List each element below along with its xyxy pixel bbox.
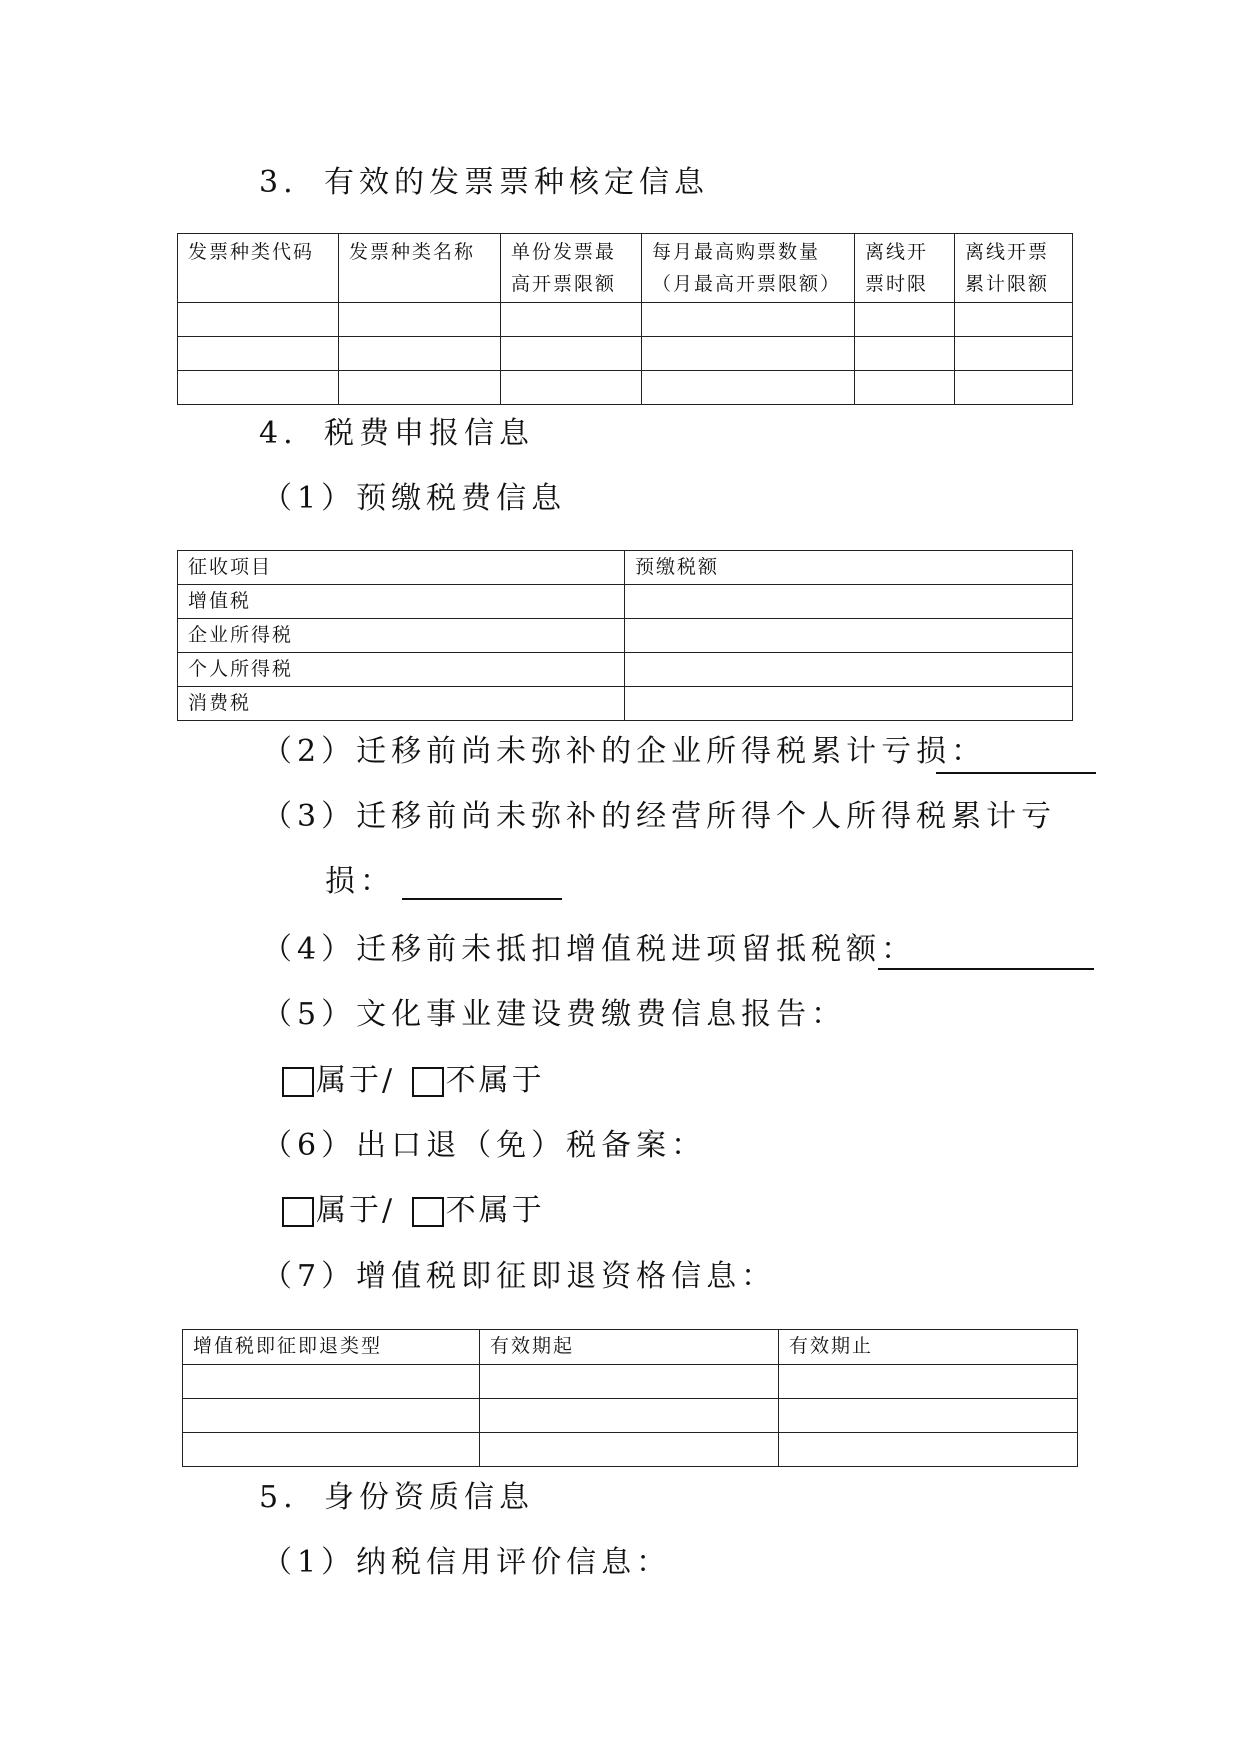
table-cell[interactable] <box>955 371 1073 405</box>
table-row <box>178 619 1073 653</box>
table-cell[interactable] <box>779 1399 1078 1433</box>
option-no-label: 不属于 <box>445 1193 545 1228</box>
header-cell: 离线开票累计限额 <box>955 234 1073 303</box>
table-row <box>183 1365 1078 1399</box>
table-cell[interactable] <box>855 303 955 337</box>
table-cell[interactable] <box>955 303 1073 337</box>
header-cell: 征收项目 <box>178 551 625 585</box>
table-row <box>183 1433 1078 1467</box>
table-row <box>178 303 1073 337</box>
table-cell[interactable] <box>779 1365 1078 1399</box>
vat-credit-label: （4）迁移前未抵扣增值税进项留抵税额： <box>262 932 917 967</box>
prepay-heading: （1）预缴税费信息 <box>262 481 567 516</box>
table-cell[interactable] <box>339 371 501 405</box>
option-yes-label: 属于/ <box>316 1193 396 1228</box>
culture-fee-yes-checkbox[interactable] <box>282 1067 314 1097</box>
header-cell: 预缴税额 <box>625 551 1073 585</box>
table-cell[interactable] <box>183 1399 480 1433</box>
export-refund-yes-checkbox[interactable] <box>282 1197 314 1227</box>
header-cell: 有效期止 <box>779 1330 1078 1365</box>
table-cell[interactable] <box>855 337 955 371</box>
personal-loss-label: （3）迁移前尚未弥补的经营所得个人所得税累计亏 <box>262 799 1057 834</box>
tax-amount-cell[interactable] <box>625 585 1073 619</box>
table-cell[interactable] <box>183 1433 480 1467</box>
header-cell: 离线开票时限 <box>855 234 955 303</box>
culture-fee-options <box>282 1063 545 1098</box>
section-3-title: 有效的发票票种核定信息 <box>324 165 709 200</box>
option-no-label: 不属于 <box>445 1063 545 1098</box>
table-row <box>178 371 1073 405</box>
vat-refund-label: （7）增值税即征即退资格信息： <box>262 1259 777 1294</box>
section-4-number: 4. <box>259 416 298 451</box>
table-row <box>183 1399 1078 1433</box>
export-refund-label: （6）出口退（免）税备案： <box>262 1128 707 1163</box>
corp-loss-blank[interactable] <box>936 772 1096 774</box>
table-cell[interactable] <box>339 303 501 337</box>
table-cell[interactable] <box>779 1433 1078 1467</box>
tax-amount-cell[interactable] <box>625 619 1073 653</box>
table-cell[interactable] <box>480 1365 779 1399</box>
section-5-title: 身份资质信息 <box>324 1480 534 1515</box>
table-cell[interactable] <box>642 337 855 371</box>
header-cell: 有效期起 <box>480 1330 779 1365</box>
table-cell[interactable] <box>178 337 339 371</box>
header-cell: 发票种类名称 <box>339 234 501 303</box>
section-5-number: 5. <box>259 1480 298 1515</box>
table-cell[interactable] <box>480 1399 779 1433</box>
culture-fee-no-checkbox[interactable] <box>412 1067 444 1097</box>
option-yes-label: 属于/ <box>316 1063 396 1098</box>
table-cell[interactable] <box>501 337 642 371</box>
personal-loss-blank[interactable] <box>402 898 562 900</box>
table-cell[interactable] <box>642 371 855 405</box>
table-cell[interactable] <box>178 371 339 405</box>
tax-item: 增值税 <box>178 585 625 619</box>
section-4-title: 税费申报信息 <box>324 416 534 451</box>
table-row <box>178 687 1073 721</box>
table-cell[interactable] <box>339 337 501 371</box>
header-cell: 单份发票最高开票限额 <box>501 234 642 303</box>
table-row <box>178 337 1073 371</box>
vat-refund-table <box>182 1329 1078 1467</box>
tax-amount-cell[interactable] <box>625 687 1073 721</box>
tax-item: 企业所得税 <box>178 619 625 653</box>
table-cell[interactable] <box>642 303 855 337</box>
table-row <box>178 585 1073 619</box>
corp-loss-label: （2）迁移前尚未弥补的企业所得税累计亏损： <box>262 734 987 769</box>
tax-item: 个人所得税 <box>178 653 625 687</box>
tax-amount-cell[interactable] <box>625 653 1073 687</box>
header-cell: 增值税即征即退类型 <box>183 1330 480 1365</box>
tax-item: 消费税 <box>178 687 625 721</box>
table-cell[interactable] <box>480 1433 779 1467</box>
vat-credit-blank[interactable] <box>878 968 1094 970</box>
prepay-tax-table <box>177 550 1073 721</box>
culture-fee-label: （5）文化事业建设费缴费信息报告： <box>262 997 847 1032</box>
table-header-row <box>178 234 1073 303</box>
table-cell[interactable] <box>501 371 642 405</box>
header-cell: 每月最高购票数量（月最高开票限额） <box>642 234 855 303</box>
table-cell[interactable] <box>501 303 642 337</box>
credit-rating-label: （1）纳税信用评价信息： <box>262 1545 672 1580</box>
table-cell[interactable] <box>183 1365 480 1399</box>
section-3-number: 3. <box>259 165 298 200</box>
table-row <box>178 653 1073 687</box>
header-cell: 发票种类代码 <box>178 234 339 303</box>
export-refund-options <box>282 1193 545 1228</box>
table-cell[interactable] <box>178 303 339 337</box>
table-cell[interactable] <box>955 337 1073 371</box>
table-cell[interactable] <box>855 371 955 405</box>
export-refund-no-checkbox[interactable] <box>412 1197 444 1227</box>
personal-loss-label-cont: 损： <box>325 864 395 899</box>
invoice-type-table <box>177 233 1073 405</box>
